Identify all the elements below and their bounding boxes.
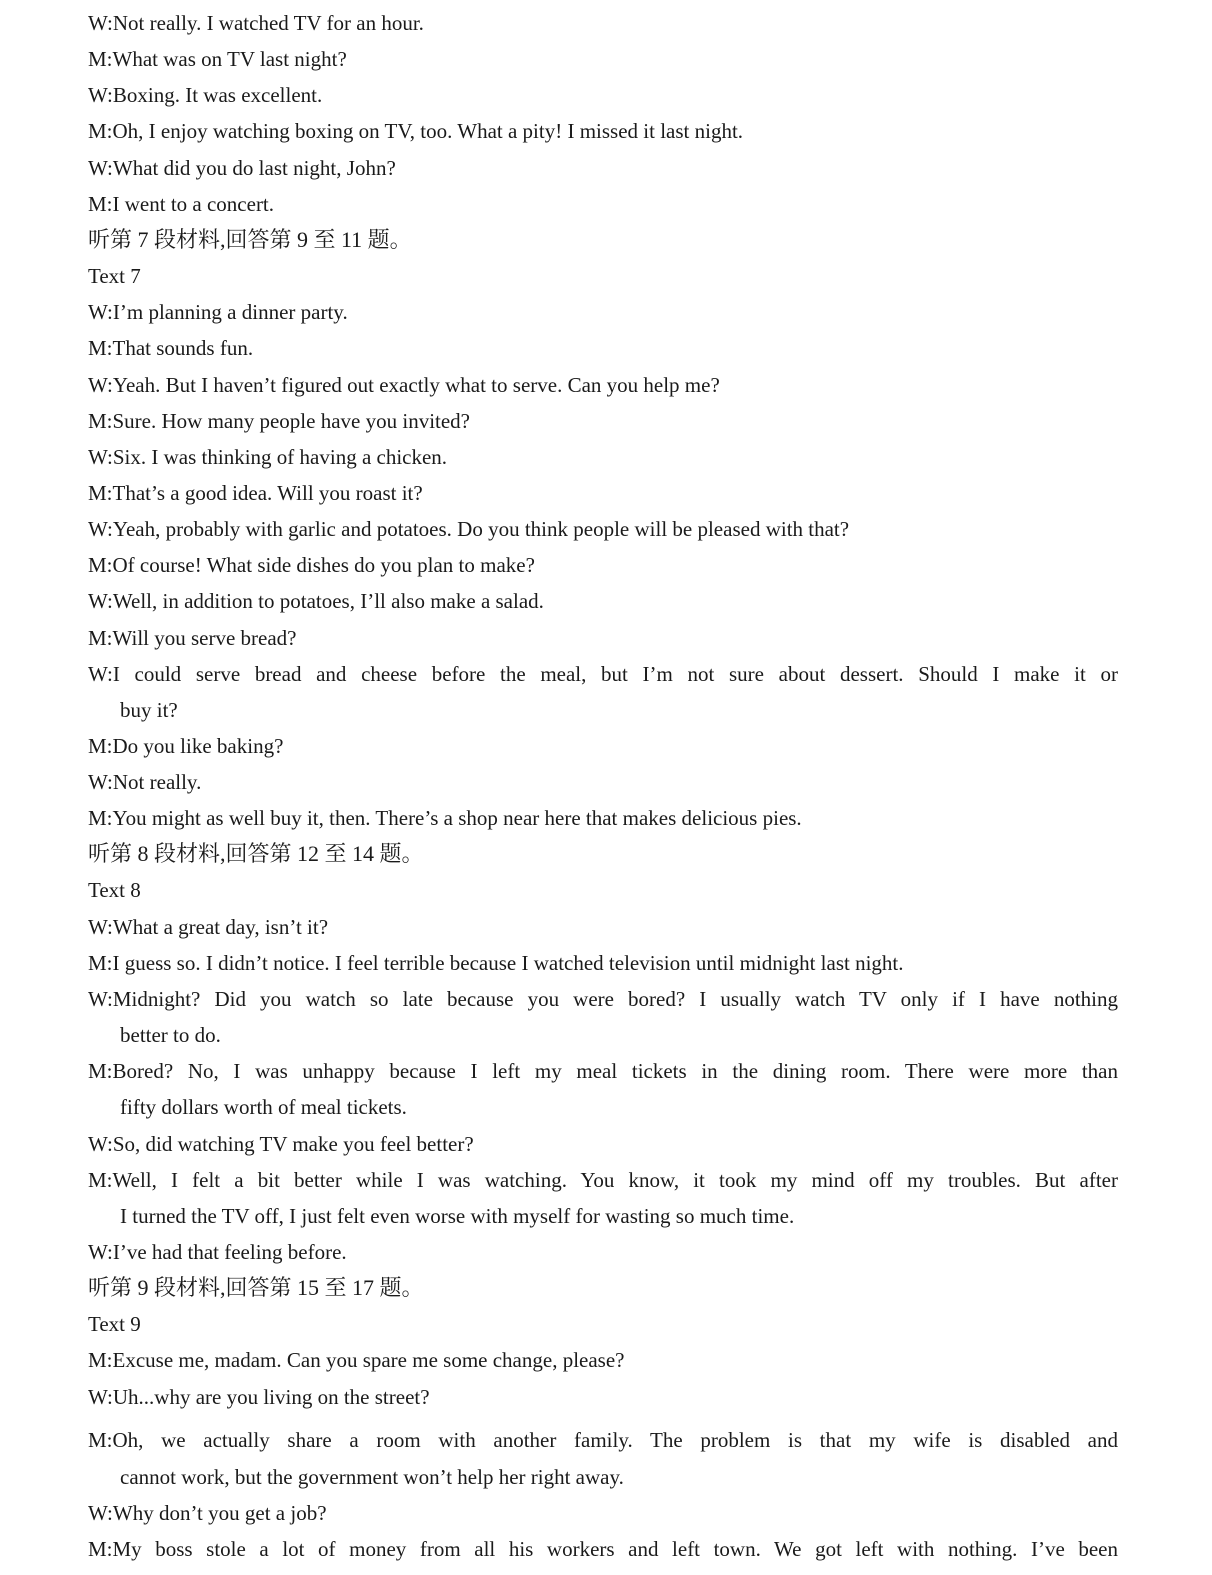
dialogue-line: M:Will you serve bread? — [88, 626, 297, 650]
dialogue-continuation: cannot work, but the government won’t help her right away. — [120, 1465, 624, 1489]
dialogue-line: W:I could serve bread and cheese before the meal, but I’m not sure about dessert. Should I make it or — [88, 662, 1118, 686]
dialogue-line: M:Sure. How many people have you invited? — [88, 409, 470, 433]
dialogue-line: M:You might as well buy it, then. There’s a shop near here that makes delicious pies. — [88, 806, 802, 830]
dialogue-line: W:Well, in addition to potatoes, I’ll also make a salad. — [88, 589, 544, 613]
dialogue-line: W:Boxing. It was excellent. — [88, 83, 323, 107]
dialogue-line: W:I’ve had that feeling before. — [88, 1240, 347, 1264]
dialogue-line: M:Oh, I enjoy watching boxing on TV, too. What a pity! I missed it last night. — [88, 119, 744, 143]
dialogue-line: W:Uh...why are you living on the street? — [88, 1385, 430, 1409]
dialogue-line: M:Oh, we actually share a room with another family. The problem is that my wife is disabled and — [88, 1428, 1118, 1452]
dialogue-line: M:Of course! What side dishes do you plan to make? — [88, 553, 535, 577]
section-heading: 听第 8 段材料,回答第 12 至 14 题。 — [88, 841, 424, 866]
text-label: Text 7 — [88, 264, 141, 288]
dialogue-continuation: better to do. — [120, 1023, 221, 1047]
dialogue-line: W:Six. I was thinking of having a chicken. — [88, 445, 448, 469]
dialogue-line: M:I guess so. I didn’t notice. I feel terrible because I watched television until midnight last night. — [88, 951, 904, 975]
dialogue-line: M:That sounds fun. — [88, 336, 254, 360]
dialogue-line: W:What did you do last night, John? — [88, 156, 396, 180]
dialogue-line: W:What a great day, isn’t it? — [88, 915, 329, 939]
dialogue-line: W:Not really. — [88, 770, 202, 794]
dialogue-line: W:Midnight? Did you watch so late because you were bored? I usually watch TV only if I have nothing — [88, 987, 1118, 1011]
dialogue-line: W:Yeah. But I haven’t figured out exactly what to serve. Can you help me? — [88, 373, 720, 397]
dialogue-line: W:Yeah, probably with garlic and potatoes. Do you think people will be pleased with that? — [88, 517, 850, 541]
dialogue-continuation: I turned the TV off, I just felt even worse with myself for wasting so much time. — [120, 1204, 795, 1228]
dialogue-line: M:Bored? No, I was unhappy because I left my meal tickets in the dining room. There were more than — [88, 1059, 1118, 1083]
dialogue-line: M:That’s a good idea. Will you roast it? — [88, 481, 423, 505]
dialogue-line: M:I went to a concert. — [88, 192, 275, 216]
dialogue-line: M:What was on TV last night? — [88, 47, 347, 71]
dialogue-line: M:Excuse me, madam. Can you spare me some change, please? — [88, 1348, 625, 1372]
text-label: Text 9 — [88, 1312, 141, 1336]
dialogue-continuation: fifty dollars worth of meal tickets. — [120, 1095, 407, 1119]
section-heading: 听第 7 段材料,回答第 9 至 11 题。 — [88, 227, 412, 252]
text-label: Text 8 — [88, 878, 141, 902]
dialogue-line: W:I’m planning a dinner party. — [88, 300, 348, 324]
section-heading: 听第 9 段材料,回答第 15 至 17 题。 — [88, 1275, 424, 1300]
dialogue-line: M:Well, I felt a bit better while I was watching. You know, it took my mind off my troubles. But after — [88, 1168, 1118, 1192]
dialogue-line: M:Do you like baking? — [88, 734, 284, 758]
dialogue-line: W:So, did watching TV make you feel better? — [88, 1132, 474, 1156]
dialogue-continuation: buy it? — [120, 698, 178, 722]
dialogue-line: W:Not really. I watched TV for an hour. — [88, 11, 424, 35]
dialogue-line: M:My boss stole a lot of money from all his workers and left town. We got left with nothing. I’ve been — [88, 1537, 1118, 1561]
dialogue-line: W:Why don’t you get a job? — [88, 1501, 327, 1525]
